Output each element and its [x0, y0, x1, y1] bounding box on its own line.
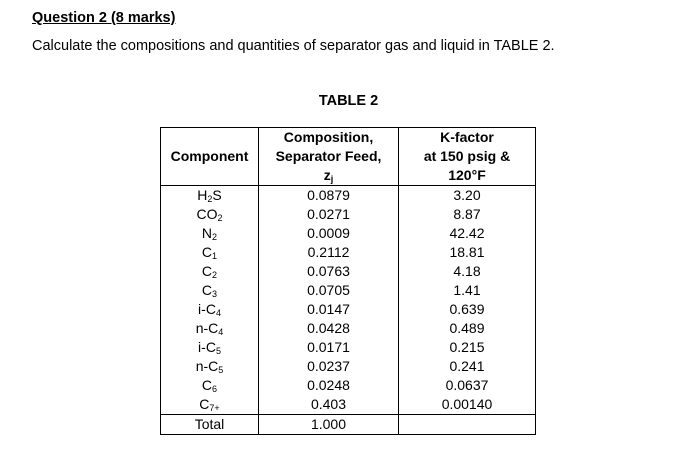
table-row: [161, 186, 536, 206]
header-composition: Composition, Separator Feed, $z_j$: [259, 128, 399, 186]
composition-cell: 0.0248: [259, 376, 399, 395]
table-row: [161, 243, 536, 262]
table-row: [161, 224, 536, 243]
header-kfactor: K-factor at 150 psig & 120°F: [399, 128, 536, 186]
component-cell: $i-C_4$: [161, 300, 259, 319]
table-row: [161, 357, 536, 376]
component-cell: $C_2$: [161, 262, 259, 281]
component-cell: $i-C_5$: [161, 338, 259, 357]
composition-cell: 0.0271: [259, 205, 399, 224]
component-cell: $C_3$: [161, 281, 259, 300]
kfactor-cell: 3.20: [399, 186, 536, 206]
component-cell: $CO_2$: [161, 205, 259, 224]
table-row: [161, 281, 536, 300]
component-cell: $N_2$: [161, 224, 259, 243]
table-row: [161, 376, 536, 395]
composition-cell: 0.0879: [259, 186, 399, 206]
composition-cell: 0.0763: [259, 262, 399, 281]
kfactor-cell: 4.18: [399, 262, 536, 281]
table-header-row: [161, 128, 536, 186]
kfactor-cell: 42.42: [399, 224, 536, 243]
component-cell: $H_2S$: [161, 186, 259, 206]
kfactor-cell: 1.41: [399, 281, 536, 300]
kfactor-cell: 18.81: [399, 243, 536, 262]
composition-cell: 0.0009: [259, 224, 399, 243]
component-cell: $n-C_4$: [161, 319, 259, 338]
composition-cell: 0.0237: [259, 357, 399, 376]
composition-cell: 0.0428: [259, 319, 399, 338]
question-title: Question 2 (8 marks): [32, 10, 176, 26]
component-table: [160, 127, 536, 435]
total-label: Total: [161, 415, 259, 435]
header-component: Component: [161, 128, 259, 186]
kfactor-cell: 0.241: [399, 357, 536, 376]
table-row: [161, 205, 536, 224]
table-row: [161, 395, 536, 415]
table-row: [161, 319, 536, 338]
table-row: [161, 300, 536, 319]
kfactor-cell: 0.639: [399, 300, 536, 319]
kfactor-cell: 8.87: [399, 205, 536, 224]
composition-cell: 0.403: [259, 395, 399, 415]
table-row: [161, 262, 536, 281]
kfactor-cell: 0.489: [399, 319, 536, 338]
table-caption: TABLE 2: [318, 93, 379, 109]
kfactor-cell: 0.215: [399, 338, 536, 357]
component-cell: $n-C_5$: [161, 357, 259, 376]
component-cell: $C_6$: [161, 376, 259, 395]
total-row: [161, 415, 536, 435]
composition-cell: 0.0705: [259, 281, 399, 300]
composition-cell: 0.2112: [259, 243, 399, 262]
composition-cell: 0.0147: [259, 300, 399, 319]
composition-cell: 0.0171: [259, 338, 399, 357]
component-cell: $C_{7+}$: [161, 395, 259, 415]
question-text: Calculate the compositions and quantities of separator gas and liquid in TABLE 2.: [32, 38, 555, 54]
kfactor-cell: 0.0637: [399, 376, 536, 395]
total-kfactor: [399, 415, 536, 435]
table-row: [161, 338, 536, 357]
total-composition: 1.000: [259, 415, 399, 435]
component-cell: $C_1$: [161, 243, 259, 262]
kfactor-cell: 0.00140: [399, 395, 536, 415]
